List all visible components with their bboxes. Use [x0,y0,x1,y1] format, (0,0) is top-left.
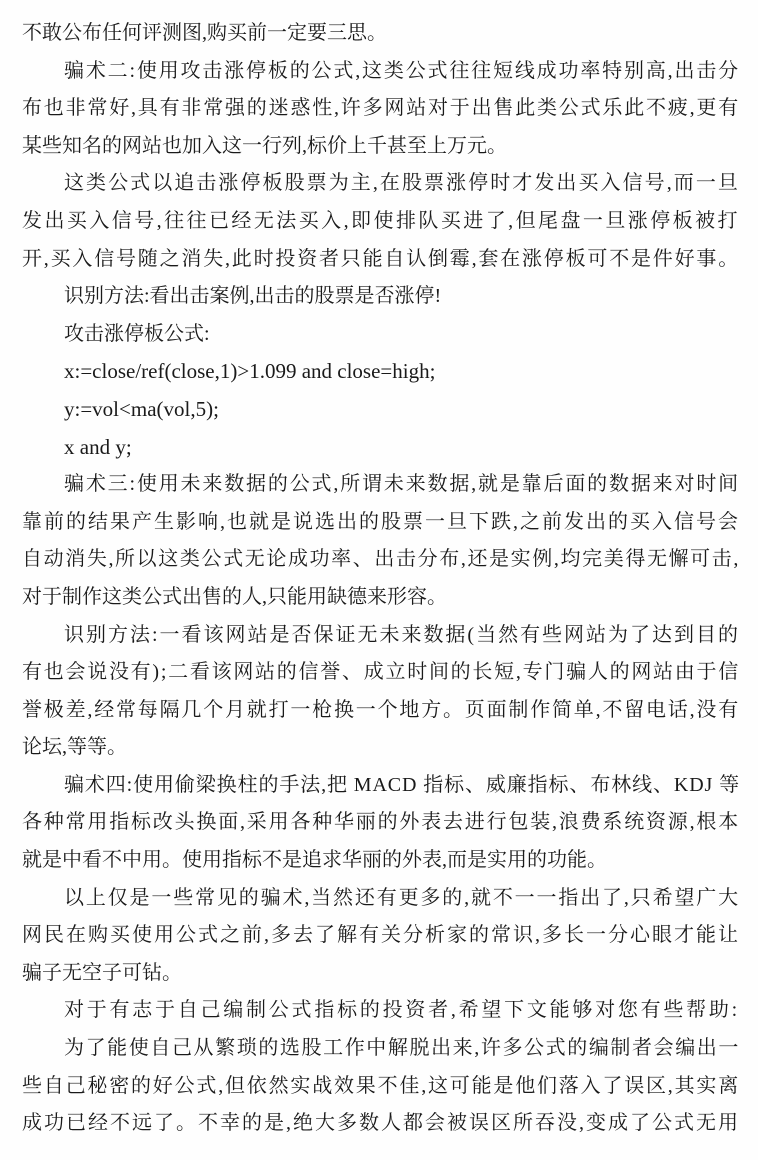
text-line [22,316,740,354]
line-text: 骗术四:使用偷梁换柱的手法,把 MACD 指标、威廉指标、布林线、KDJ 等 [64,773,740,796]
line-text: 靠前的结果产生影响,也就是说选出的股票一旦下跌,之前发出的买入信号会 [22,510,740,533]
text-line [22,165,740,203]
text-line [22,203,740,241]
text-line [22,654,740,692]
text-line [22,241,740,279]
text-line [22,992,740,1030]
line-text: 这类公式以追击涨停板股票为主,在股票涨停时才发出买入信号,而一旦 [64,172,740,195]
line-text: 誉极差,经常每隔几个月就打一枪换一个地方。页面制作简单,不留电话,没有 [22,698,740,721]
text-line [22,541,740,579]
line-text: x and y; [64,434,132,459]
text-line [22,128,740,166]
text-line [22,804,740,842]
line-text: 布也非常好,具有非常强的迷惑性,许多网站对于出售此类公式乐此不疲,更有 [22,97,740,120]
line-text: 开,买入信号随之消失,此时投资者只能自认倒霉,套在涨停板可不是件好事。 [22,247,740,270]
line-text: 骗术二:使用攻击涨停板的公式,这类公式往往短线成功率特别高,出击分 [64,59,740,82]
text-line [22,1068,740,1106]
line-text: 攻击涨停板公式: [64,322,210,345]
line-text: 骗术三:使用未来数据的公式,所谓未来数据,就是靠后面的数据来对时间 [64,473,740,496]
text-line [22,767,740,805]
text-line [22,1105,740,1143]
line-text: 论坛,等等。 [22,736,127,759]
line-text: 对于有志于自己编制公式指标的投资者,希望下文能够对您有些帮助: [64,999,740,1022]
line-text: 骗子无空子可钻。 [22,961,182,984]
line-text: 以上仅是一些常见的骗术,当然还有更多的,就不一一指出了,只希望广大 [64,886,740,909]
text-block [22,15,740,1143]
text-line [22,729,740,767]
line-text: 各种常用指标改头换面,采用各种华丽的外表去进行包装,浪费系统资源,根本 [22,811,740,834]
formula-line [22,429,740,467]
text-line [22,1030,740,1068]
line-text: 就是中看不中用。使用指标不是追求华丽的外表,而是实用的功能。 [22,849,607,872]
text-line [22,278,740,316]
text-line [22,504,740,542]
text-line [22,53,740,91]
text-line [22,842,740,880]
text-line [22,90,740,128]
line-text: 识别方法:一看该网站是否保证无未来数据(当然有些网站为了达到目的 [64,623,740,646]
line-text: 识别方法:看出击案例,出击的股票是否涨停! [64,285,442,308]
text-line [22,466,740,504]
text-line [22,955,740,993]
formula-line [22,353,740,391]
line-text: 对于制作这类公式出售的人,只能用缺德来形容。 [22,585,447,608]
text-line [22,880,740,918]
line-text: 些自己秘密的好公式,但依然实战效果不佳,这可能是他们落入了误区,其实离 [22,1074,740,1097]
line-text: y:=vol<ma(vol,5); [64,396,219,421]
line-text: 有也会说没有);二看该网站的信誉、成立时间的长短,专门骗人的网站由于信 [22,661,740,684]
text-line [22,692,740,730]
formula-line [22,391,740,429]
text-line [22,917,740,955]
text-line [22,15,740,53]
text-line [22,617,740,655]
line-text: 成功已经不远了。不幸的是,绝大多数人都会被误区所吞没,变成了公式无用 [22,1112,740,1135]
line-text: 某些知名的网站也加入这一行列,标价上千甚至上万元。 [22,134,507,157]
line-text: 为了能使自己从繁琐的选股工作中解脱出来,许多公式的编制者会编出一 [64,1037,740,1060]
text-line [22,579,740,617]
line-text: x:=close/ref(close,1)>1.099 and close=high; [64,359,436,384]
line-text: 自动消失,所以这类公式无论成功率、出击分布,还是实例,均完美得无懈可击, [22,548,740,571]
line-text: 不敢公布任何评测图,购买前一定要三思。 [22,22,387,44]
line-text: 网民在购买使用公式之前,多去了解有关分析家的常识,多长一分心眼才能让 [22,924,740,947]
line-text: 发出买入信号,往往已经无法买入,即使排队买进了,但尾盘一旦涨停板被打 [22,209,740,232]
